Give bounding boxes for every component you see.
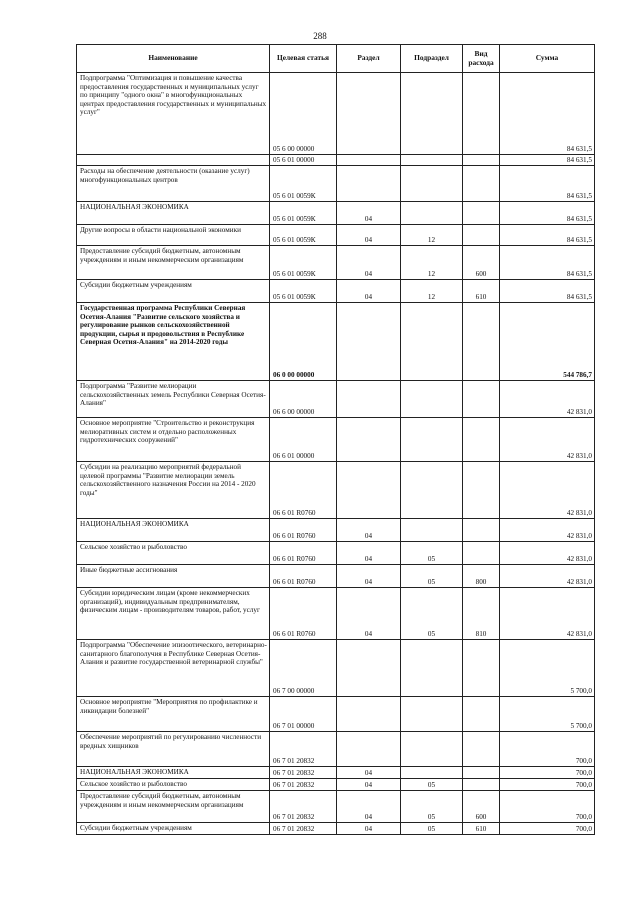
cell-name: Субсидии юридическим лицам (кроме некоммерческих организаций), индивидуальным предпринимателям, физическим лицам - производителям товаров, работ, услуг — [77, 588, 270, 640]
cell-expense-type — [463, 542, 500, 565]
cell-sum: 84 631,5 — [500, 225, 595, 246]
cell-section — [337, 166, 401, 202]
cell-name: Сельское хозяйство и рыболовство — [77, 542, 270, 565]
cell-target: 05 6 01 0059К — [270, 225, 337, 246]
cell-target: 05 6 01 0059К — [270, 280, 337, 303]
cell-expense-type — [463, 225, 500, 246]
cell-sum: 42 831,0 — [500, 462, 595, 519]
table-row — [77, 565, 595, 588]
cell-section — [337, 73, 401, 155]
cell-section: 04 — [337, 565, 401, 588]
cell-expense-type — [463, 640, 500, 697]
cell-name: Основное мероприятие "Строительство и реконструкция мелиоративных систем и отдельно расположенных гидротехнических сооружений" — [77, 418, 270, 462]
cell-subsection: 12 — [401, 280, 463, 303]
cell-target: 06 6 01 R0760 — [270, 519, 337, 542]
cell-sum: 84 631,5 — [500, 280, 595, 303]
cell-subsection — [401, 166, 463, 202]
cell-expense-type: 610 — [463, 280, 500, 303]
cell-expense-type — [463, 381, 500, 418]
table-row — [77, 462, 595, 519]
cell-subsection — [401, 418, 463, 462]
cell-subsection — [401, 381, 463, 418]
table-row — [77, 519, 595, 542]
cell-name: Субсидии на реализацию мероприятий федеральной целевой программы "Развитие мелиорации земель сельскохозяйственного назначения России на 2014 - 2020 годы" — [77, 462, 270, 519]
cell-section — [337, 732, 401, 767]
cell-target: 05 6 01 0059К — [270, 246, 337, 280]
cell-name: Обеспечение мероприятий по регулированию численности вредных хищников — [77, 732, 270, 767]
cell-expense-type — [463, 202, 500, 225]
cell-target: 05 6 01 00000 — [270, 155, 337, 166]
cell-section: 04 — [337, 542, 401, 565]
cell-sum: 700,0 — [500, 791, 595, 823]
header-section: Раздел — [337, 45, 401, 73]
table-row — [77, 542, 595, 565]
cell-subsection — [401, 73, 463, 155]
cell-sum: 84 631,5 — [500, 166, 595, 202]
cell-target: 06 7 00 00000 — [270, 640, 337, 697]
cell-target: 06 7 01 20832 — [270, 823, 337, 835]
cell-subsection: 12 — [401, 246, 463, 280]
table-row — [77, 225, 595, 246]
cell-name: Иные бюджетные ассигнования — [77, 565, 270, 588]
table-row — [77, 779, 595, 791]
cell-expense-type: 800 — [463, 565, 500, 588]
table-row — [77, 246, 595, 280]
cell-target: 05 6 01 0059К — [270, 166, 337, 202]
cell-subsection: 05 — [401, 542, 463, 565]
table-row — [77, 697, 595, 732]
cell-target: 06 0 00 00000 — [270, 303, 337, 381]
cell-expense-type — [463, 303, 500, 381]
cell-name: Подпрограмма "Оптимизация и повышение качества предоставления государственных и муниципальных услуг по принципу "одного окна" в многофункциональных центрах предоставления государственных и муниципальных услуг" — [77, 73, 270, 155]
cell-sum: 700,0 — [500, 732, 595, 767]
cell-expense-type — [463, 779, 500, 791]
cell-section: 04 — [337, 202, 401, 225]
cell-sum: 544 786,7 — [500, 303, 595, 381]
cell-sum: 42 831,0 — [500, 588, 595, 640]
cell-sum: 84 631,5 — [500, 202, 595, 225]
cell-target: 06 7 01 20832 — [270, 732, 337, 767]
cell-subsection — [401, 303, 463, 381]
table-row — [77, 588, 595, 640]
cell-name: Субсидии бюджетным учреждениям — [77, 823, 270, 835]
cell-subsection — [401, 202, 463, 225]
cell-subsection — [401, 462, 463, 519]
cell-section — [337, 303, 401, 381]
cell-section: 04 — [337, 767, 401, 779]
cell-subsection: 05 — [401, 565, 463, 588]
cell-subsection: 05 — [401, 588, 463, 640]
cell-sum: 700,0 — [500, 779, 595, 791]
header-target: Целевая статья — [270, 45, 337, 73]
cell-name: Основное мероприятие "Мероприятия по профилактике и ликвидации болезней" — [77, 697, 270, 732]
cell-expense-type — [463, 519, 500, 542]
cell-target: 06 6 01 R0760 — [270, 462, 337, 519]
cell-section — [337, 381, 401, 418]
cell-target: 06 6 00 00000 — [270, 381, 337, 418]
cell-subsection: 05 — [401, 779, 463, 791]
cell-name: Подпрограмма "Обеспечение эпизоотического, ветеринарно-санитарного благополучия в Республике Северная Осетия-Алания и развитие государственной ветеринарной службы" — [77, 640, 270, 697]
table-row — [77, 303, 595, 381]
cell-target: 06 7 01 00000 — [270, 697, 337, 732]
cell-sum: 42 831,0 — [500, 381, 595, 418]
cell-sum: 5 700,0 — [500, 640, 595, 697]
table-row — [77, 381, 595, 418]
table-row — [77, 732, 595, 767]
table-row — [77, 280, 595, 303]
cell-name: НАЦИОНАЛЬНАЯ ЭКОНОМИКА — [77, 519, 270, 542]
cell-name: Подпрограмма "Развитие мелиорации сельскохозяйственных земель Республики Северная Осетия-Алания" — [77, 381, 270, 418]
cell-sum: 700,0 — [500, 823, 595, 835]
cell-subsection — [401, 155, 463, 166]
cell-name: НАЦИОНАЛЬНАЯ ЭКОНОМИКА — [77, 767, 270, 779]
cell-target: 06 6 01 R0760 — [270, 542, 337, 565]
cell-subsection: 12 — [401, 225, 463, 246]
cell-sum: 84 631,5 — [500, 155, 595, 166]
cell-target: 06 7 01 20832 — [270, 791, 337, 823]
header-expense-type: Вид расхода — [463, 45, 500, 73]
header-row — [77, 45, 595, 73]
table-row — [77, 202, 595, 225]
cell-name: Сельское хозяйство и рыболовство — [77, 779, 270, 791]
cell-section: 04 — [337, 280, 401, 303]
cell-sum: 84 631,5 — [500, 246, 595, 280]
cell-expense-type — [463, 697, 500, 732]
cell-sum: 42 831,0 — [500, 418, 595, 462]
cell-section — [337, 697, 401, 732]
header-name: Наименование — [77, 45, 270, 73]
cell-section — [337, 155, 401, 166]
cell-sum: 42 831,0 — [500, 519, 595, 542]
cell-sum: 42 831,0 — [500, 542, 595, 565]
cell-section: 04 — [337, 823, 401, 835]
cell-expense-type: 610 — [463, 823, 500, 835]
cell-sum: 84 631,5 — [500, 73, 595, 155]
cell-section — [337, 418, 401, 462]
cell-expense-type — [463, 767, 500, 779]
cell-target: 06 6 01 R0760 — [270, 588, 337, 640]
cell-expense-type — [463, 732, 500, 767]
cell-name: Предоставление субсидий бюджетным, автономным учреждениям и иным некоммерческим организациям — [77, 246, 270, 280]
page-number: 288 — [313, 31, 327, 41]
cell-target: 05 6 01 0059К — [270, 202, 337, 225]
cell-section — [337, 640, 401, 697]
cell-expense-type — [463, 418, 500, 462]
cell-section: 04 — [337, 519, 401, 542]
cell-subsection — [401, 519, 463, 542]
header-sum: Сумма — [500, 45, 595, 73]
cell-subsection — [401, 640, 463, 697]
table-body — [77, 73, 595, 835]
cell-subsection: 05 — [401, 823, 463, 835]
cell-section: 04 — [337, 225, 401, 246]
cell-subsection: 05 — [401, 791, 463, 823]
cell-name: НАЦИОНАЛЬНАЯ ЭКОНОМИКА — [77, 202, 270, 225]
table-row — [77, 767, 595, 779]
table-row — [77, 73, 595, 155]
cell-expense-type: 600 — [463, 791, 500, 823]
cell-expense-type — [463, 166, 500, 202]
cell-subsection — [401, 697, 463, 732]
cell-sum: 700,0 — [500, 767, 595, 779]
cell-subsection — [401, 732, 463, 767]
cell-name: Предоставление субсидий бюджетным, автономным учреждениям и иным некоммерческим организациям — [77, 791, 270, 823]
cell-section: 04 — [337, 779, 401, 791]
cell-name — [77, 155, 270, 166]
table-row — [77, 418, 595, 462]
table-row — [77, 155, 595, 166]
header-subsection: Подраздел — [401, 45, 463, 73]
cell-sum: 42 831,0 — [500, 565, 595, 588]
cell-target: 05 6 00 00000 — [270, 73, 337, 155]
cell-target: 06 6 01 00000 — [270, 418, 337, 462]
cell-name: Субсидии бюджетным учреждениям — [77, 280, 270, 303]
table-row — [77, 640, 595, 697]
table-row — [77, 166, 595, 202]
cell-sum: 5 700,0 — [500, 697, 595, 732]
cell-target: 06 6 01 R0760 — [270, 565, 337, 588]
table-row — [77, 791, 595, 823]
cell-expense-type — [463, 155, 500, 166]
cell-expense-type — [463, 462, 500, 519]
cell-section: 04 — [337, 791, 401, 823]
table-row — [77, 823, 595, 835]
cell-section — [337, 462, 401, 519]
cell-name: Расходы на обеспечение деятельности (оказание услуг) многофункциональных центров — [77, 166, 270, 202]
cell-section: 04 — [337, 246, 401, 280]
cell-expense-type: 600 — [463, 246, 500, 280]
cell-target: 06 7 01 20832 — [270, 767, 337, 779]
cell-expense-type: 810 — [463, 588, 500, 640]
cell-expense-type — [463, 73, 500, 155]
cell-section: 04 — [337, 588, 401, 640]
cell-target: 06 7 01 20832 — [270, 779, 337, 791]
cell-name: Государственная программа Республики Северная Осетия-Алания "Развитие сельского хозяйства и регулирование рынков сельскохозяйственной продукции, сырья и продовольствия в Республике Северная Осетия-Алания" на 2014-2020 годы — [77, 303, 270, 381]
cell-subsection — [401, 767, 463, 779]
budget-table — [76, 44, 595, 835]
cell-name: Другие вопросы в области национальной экономики — [77, 225, 270, 246]
